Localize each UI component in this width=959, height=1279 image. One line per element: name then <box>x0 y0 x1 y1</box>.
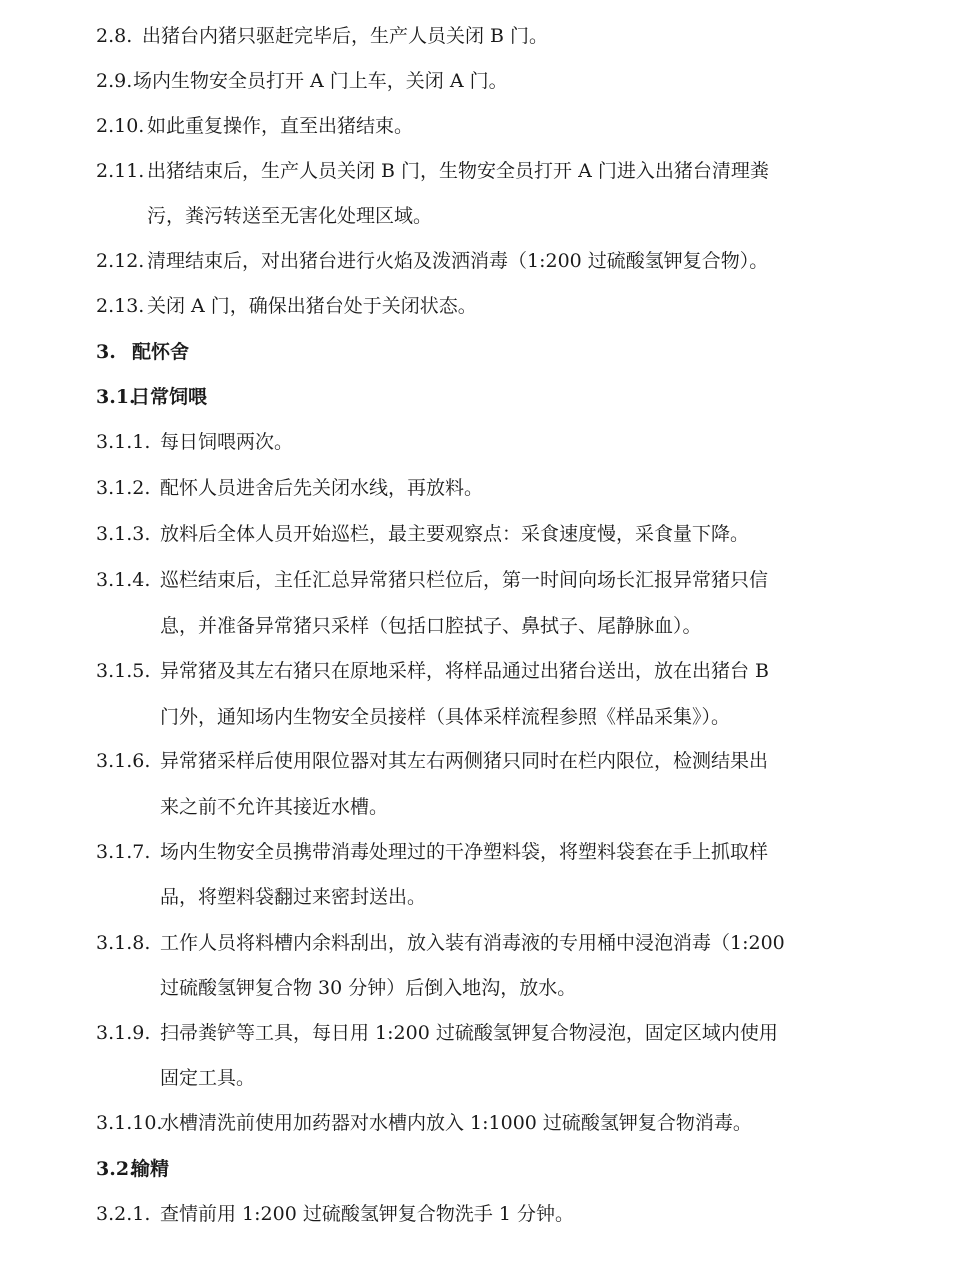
item-text: 工作人员将料槽内余料刮出，放入装有消毒液的专用桶中浸泡消毒（1:200 <box>160 932 785 954</box>
list-item-continuation <box>0 972 959 1004</box>
item-text: 查情前用 1:200 过硫酸氢钾复合物洗手 1 分钟。 <box>160 1203 575 1225</box>
item-text: 场内生物安全员携带消毒处理过的干净塑料袋，将塑料袋套在手上抓取样 <box>160 841 769 863</box>
heading-number: 3. <box>96 341 116 363</box>
section-heading <box>0 336 959 368</box>
list-item <box>0 655 959 687</box>
list-item <box>0 1017 959 1049</box>
item-number: 3.1.3. <box>96 523 151 545</box>
list-item-continuation <box>0 791 959 823</box>
item-text-continuation: 过硫酸氢钾复合物 30 分钟）后倒入地沟，放水。 <box>160 977 577 999</box>
list-item <box>0 155 959 187</box>
item-text-continuation: 息，并准备异常猪只采样（包括口腔拭子、鼻拭子、尾静脉血）。 <box>160 615 702 637</box>
item-text: 巡栏结束后，主任汇总异常猪只栏位后，第一时间向场长汇报异常猪只信 <box>160 569 769 591</box>
list-item <box>0 290 959 322</box>
list-item <box>0 426 959 458</box>
item-text: 放料后全体人员开始巡栏，最主要观察点：采食速度慢，采食量下降。 <box>160 523 750 545</box>
list-item-continuation <box>0 701 959 733</box>
item-text-continuation: 门外，通知场内生物安全员接样（具体采样流程参照《样品采集》）。 <box>160 706 731 728</box>
item-number: 3.1.1. <box>96 431 151 453</box>
item-text-continuation: 固定工具。 <box>160 1067 256 1089</box>
item-text: 出猪结束后，生产人员关闭 B 门，生物安全员打开 A 门进入出猪台清理粪 <box>147 160 769 182</box>
item-text: 如此重复操作，直至出猪结束。 <box>147 115 414 137</box>
item-text: 每日饲喂两次。 <box>160 431 294 453</box>
heading-number: 3.1. <box>96 386 136 408</box>
item-number: 3.1.2. <box>96 477 151 499</box>
list-item <box>0 564 959 596</box>
list-item <box>0 1198 959 1230</box>
item-number: 3.1.7. <box>96 841 151 863</box>
list-item <box>0 745 959 777</box>
item-number: 3.1.8. <box>96 932 151 954</box>
item-number: 2.12. <box>96 250 145 272</box>
list-item <box>0 110 959 142</box>
list-item <box>0 836 959 868</box>
item-text: 清理结束后，对出猪台进行火焰及泼洒消毒（1:200 过硫酸氢钾复合物）。 <box>147 250 769 272</box>
item-text: 水槽清洗前使用加药器对水槽内放入 1:1000 过硫酸氢钾复合物消毒。 <box>160 1112 752 1134</box>
heading-text: 输精 <box>131 1158 170 1180</box>
item-text: 场内生物安全员打开 A 门上车，关闭 A 门。 <box>133 70 508 92</box>
subsection-heading <box>0 381 959 413</box>
heading-number: 3.2. <box>96 1158 136 1180</box>
item-text-continuation: 品，将塑料袋翻过来密封送出。 <box>160 886 427 908</box>
item-text: 异常猪采样后使用限位器对其左右两侧猪只同时在栏内限位，检测结果出 <box>160 750 769 772</box>
item-text: 出猪台内猪只驱赶完毕后，生产人员关闭 B 门。 <box>142 25 549 47</box>
item-number: 2.10. <box>96 115 145 137</box>
heading-text: 配怀舍 <box>132 341 190 363</box>
list-item-continuation <box>0 610 959 642</box>
list-item <box>0 518 959 550</box>
item-text: 关闭 A 门，确保出猪台处于关闭状态。 <box>147 295 477 317</box>
item-text-continuation: 污，粪污转送至无害化处理区域。 <box>147 205 433 227</box>
item-text: 扫帚粪铲等工具，每日用 1:200 过硫酸氢钾复合物浸泡，固定区域内使用 <box>160 1022 778 1044</box>
item-number: 2.8. <box>96 25 133 47</box>
item-number: 3.1.5. <box>96 660 151 682</box>
item-number: 2.9. <box>96 70 133 92</box>
item-text: 配怀人员进舍后先关闭水线，再放料。 <box>160 477 484 499</box>
item-number: 3.1.6. <box>96 750 151 772</box>
item-text: 异常猪及其左右猪只在原地采样，将样品通过出猪台送出，放在出猪台 B <box>160 660 770 682</box>
item-text-continuation: 来之前不允许其接近水槽。 <box>160 796 389 818</box>
list-item-continuation <box>0 200 959 232</box>
list-item <box>0 472 959 504</box>
list-item <box>0 20 959 52</box>
list-item <box>0 65 959 97</box>
item-number: 2.13. <box>96 295 145 317</box>
heading-text: 日常饲喂 <box>131 386 208 408</box>
item-number: 3.1.10. <box>96 1112 163 1134</box>
item-number: 3.1.9. <box>96 1022 151 1044</box>
list-item <box>0 1107 959 1139</box>
item-number: 3.1.4. <box>96 569 151 591</box>
item-number: 2.11. <box>96 160 145 182</box>
list-item-continuation <box>0 881 959 913</box>
list-item <box>0 245 959 277</box>
list-item-continuation <box>0 1062 959 1094</box>
list-item <box>0 927 959 959</box>
subsection-heading <box>0 1153 959 1185</box>
item-number: 3.2.1. <box>96 1203 151 1225</box>
